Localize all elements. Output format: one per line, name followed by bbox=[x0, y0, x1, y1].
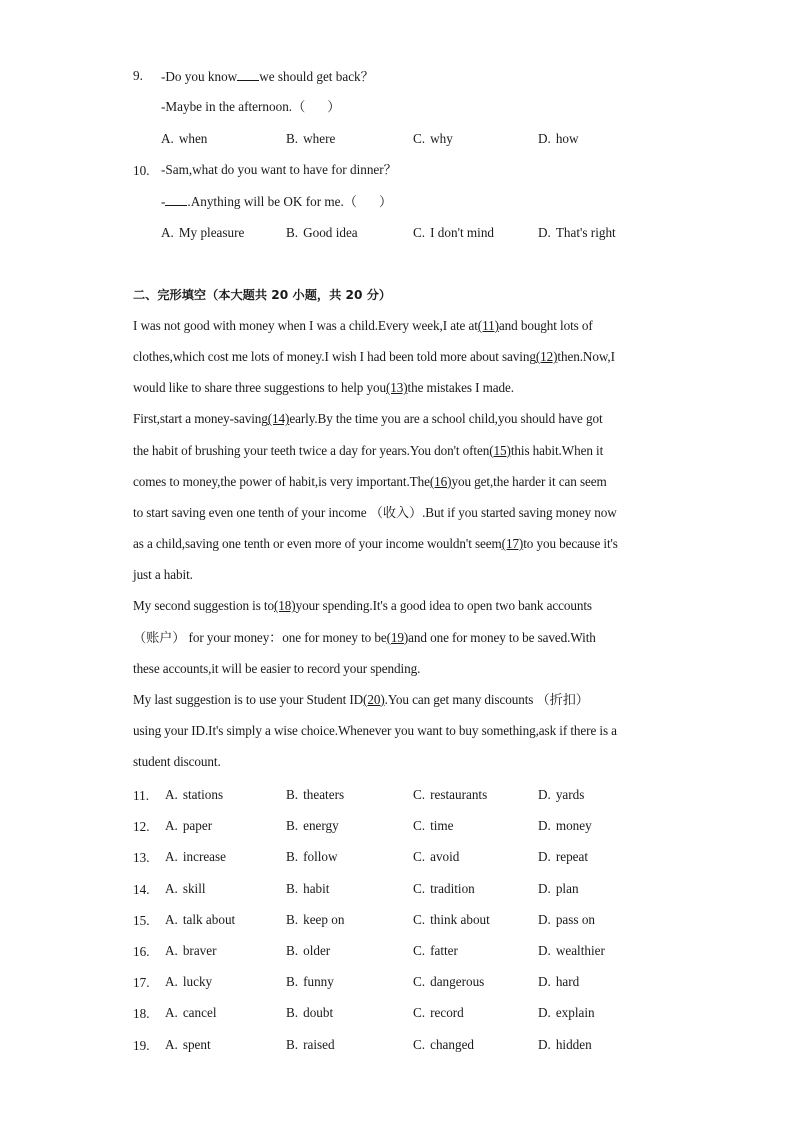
option-c[interactable] bbox=[413, 881, 475, 897]
option-letter: B. bbox=[286, 1036, 299, 1052]
question-number: 17. bbox=[133, 975, 150, 991]
answer-blank bbox=[165, 193, 187, 206]
option-letter: D. bbox=[538, 1036, 551, 1052]
option-letter: D. bbox=[538, 818, 551, 834]
blank-marker[interactable]: (12) bbox=[535, 349, 558, 365]
option-letter: A. bbox=[165, 818, 178, 834]
option-text: restaurants bbox=[430, 787, 488, 802]
option-a[interactable] bbox=[165, 818, 212, 834]
question-number: 12. bbox=[133, 819, 150, 835]
question-number: 9. bbox=[133, 68, 143, 83]
option-letter: A. bbox=[165, 974, 178, 990]
option-text: changed bbox=[430, 1036, 475, 1052]
option-letter: A. bbox=[165, 849, 178, 865]
option-text: tradition bbox=[430, 880, 475, 896]
option-b[interactable] bbox=[286, 849, 338, 865]
option-c[interactable] bbox=[413, 818, 454, 834]
passage-text: I was not good with money when I was a child.Every week,I ate at bbox=[133, 318, 478, 333]
option-letter: B. bbox=[286, 818, 299, 834]
blank-marker[interactable]: (15) bbox=[489, 442, 511, 458]
blank-marker[interactable]: (17) bbox=[501, 536, 524, 552]
option-text: avoid bbox=[430, 849, 460, 865]
option-a[interactable] bbox=[165, 943, 217, 959]
passage-text: your spending.It's a good idea to open two bank accounts bbox=[295, 598, 592, 614]
passage-text: then.Now,I bbox=[557, 349, 615, 365]
option-letter: D. bbox=[538, 911, 551, 927]
option-text: record bbox=[430, 1005, 464, 1021]
option-b[interactable] bbox=[286, 974, 334, 990]
question-number: 19. bbox=[133, 1037, 150, 1053]
option-text: repeat bbox=[555, 849, 589, 865]
option-text: wealthier bbox=[555, 943, 605, 958]
answer-blank bbox=[237, 68, 259, 81]
passage-text: First,start a money-saving bbox=[133, 411, 268, 427]
option-letter: A. bbox=[165, 911, 178, 927]
blank-marker[interactable]: (20) bbox=[363, 691, 385, 707]
option-letter: D. bbox=[538, 974, 551, 990]
passage-text: you get,the harder it can seem bbox=[451, 473, 607, 489]
option-b[interactable]: B. where bbox=[286, 131, 336, 146]
question-number: 11. bbox=[133, 788, 149, 803]
option-d[interactable]: D. how bbox=[538, 131, 579, 146]
question-number: 15. bbox=[133, 912, 150, 928]
option-b[interactable] bbox=[286, 1005, 333, 1021]
option-a[interactable] bbox=[165, 974, 212, 990]
option-letter: C. bbox=[413, 943, 426, 958]
passage-text: these accounts,it will be easier to record your spending. bbox=[133, 660, 421, 676]
option-text: habit bbox=[303, 880, 330, 896]
blank-marker[interactable]: (16) bbox=[429, 473, 452, 489]
option-letter: C. bbox=[413, 911, 426, 927]
passage-text: to start saving even one tenth of your income （收入）.But if you started saving money now bbox=[133, 504, 617, 520]
option-text: paper bbox=[182, 818, 213, 834]
option-text: energy bbox=[303, 818, 339, 834]
option-d[interactable] bbox=[538, 881, 579, 897]
option-text: think about bbox=[430, 911, 490, 927]
option-c[interactable]: C. I don't mind bbox=[413, 225, 495, 240]
option-c[interactable] bbox=[413, 912, 490, 928]
question-number: 16. bbox=[133, 944, 150, 959]
option-text: dangerous bbox=[430, 974, 485, 990]
option-b[interactable] bbox=[286, 818, 339, 834]
option-text: stations bbox=[182, 787, 224, 802]
option-letter: B. bbox=[286, 974, 299, 990]
option-text: fatter bbox=[430, 943, 458, 958]
option-text: skill bbox=[182, 880, 206, 896]
passage-line bbox=[133, 536, 618, 552]
passage-text: clothes,which cost me lots of money.I wish I had been told more about saving bbox=[133, 349, 536, 365]
passage-line bbox=[133, 474, 607, 490]
option-b[interactable] bbox=[286, 787, 344, 803]
option-letter: B. bbox=[286, 849, 299, 865]
option-letter: B. bbox=[286, 1005, 299, 1021]
option-text: keep on bbox=[303, 911, 345, 927]
option-d[interactable] bbox=[538, 1037, 592, 1053]
passage-line bbox=[133, 349, 615, 365]
option-letter: A. bbox=[165, 1036, 178, 1052]
option-letter: A. bbox=[165, 880, 178, 896]
passage-line bbox=[133, 754, 221, 770]
option-b[interactable]: B. Good idea bbox=[286, 225, 358, 240]
option-letter: C. bbox=[413, 818, 426, 834]
option-a[interactable] bbox=[165, 1005, 217, 1021]
passage-text: the mistakes I made. bbox=[407, 380, 514, 396]
option-c[interactable]: C. why bbox=[413, 131, 453, 146]
option-text: braver bbox=[182, 943, 217, 958]
passage-line bbox=[133, 598, 592, 614]
question-number: 18. bbox=[133, 1006, 150, 1022]
passage-text: just a habit. bbox=[133, 567, 193, 583]
blank-marker[interactable]: (11) bbox=[477, 318, 499, 333]
option-letter: B. bbox=[286, 943, 299, 958]
option-c[interactable] bbox=[413, 974, 484, 990]
option-text: hidden bbox=[555, 1036, 592, 1052]
option-text: doubt bbox=[303, 1005, 334, 1021]
blank-marker[interactable]: (18) bbox=[274, 598, 296, 614]
passage-text: （账户） for your money：one for money to be bbox=[133, 629, 387, 645]
passage-text: this habit.When it bbox=[510, 442, 604, 458]
option-letter: D. bbox=[538, 849, 551, 865]
passage-line bbox=[133, 380, 514, 396]
question-number: 10. bbox=[133, 163, 150, 178]
blank-marker[interactable]: (13) bbox=[385, 380, 408, 396]
option-c[interactable] bbox=[413, 849, 459, 865]
option-d[interactable] bbox=[538, 787, 584, 803]
option-text: plan bbox=[555, 880, 579, 896]
option-letter: D. bbox=[538, 943, 551, 958]
option-letter: A. bbox=[165, 1005, 178, 1021]
option-text: older bbox=[303, 943, 331, 958]
passage-line bbox=[133, 723, 617, 739]
question-response: - .Anything will be OK for me.（ ） bbox=[161, 194, 393, 209]
passage-line bbox=[133, 567, 193, 583]
passage-line bbox=[133, 318, 593, 334]
passage-line bbox=[133, 630, 596, 646]
option-letter: D. bbox=[538, 787, 551, 802]
option-d[interactable] bbox=[538, 849, 588, 865]
option-a[interactable]: A. My pleasure bbox=[161, 225, 245, 240]
option-letter: C. bbox=[413, 787, 426, 802]
option-a[interactable] bbox=[165, 912, 235, 928]
passage-text: and bought lots of bbox=[498, 318, 593, 333]
passage-text: would like to share three suggestions to help you bbox=[133, 380, 386, 396]
passage-line bbox=[133, 661, 420, 677]
option-letter: C. bbox=[413, 1036, 426, 1052]
passage-text: early.By the time you are a school child,you should have got bbox=[289, 411, 603, 427]
passage-line bbox=[133, 505, 617, 521]
blank-marker[interactable]: (19) bbox=[386, 629, 409, 645]
option-text: time bbox=[430, 818, 454, 834]
option-d[interactable] bbox=[538, 974, 579, 990]
option-c[interactable] bbox=[413, 1005, 464, 1021]
option-text: spent bbox=[182, 1036, 211, 1052]
option-letter: A. bbox=[165, 787, 178, 802]
passage-text: student discount. bbox=[133, 754, 221, 770]
option-text: yards bbox=[555, 787, 585, 802]
passage-text: My last suggestion is to use your Student ID bbox=[133, 691, 364, 707]
passage-line bbox=[133, 692, 589, 708]
passage-line bbox=[133, 411, 603, 427]
option-b[interactable] bbox=[286, 912, 344, 928]
passage-line bbox=[133, 443, 603, 459]
passage-text: My second suggestion is to bbox=[133, 598, 274, 614]
option-text: increase bbox=[182, 849, 227, 865]
option-text: explain bbox=[555, 1005, 595, 1021]
passage-text: and one for money to be saved.With bbox=[408, 629, 596, 645]
option-a[interactable] bbox=[165, 849, 226, 865]
option-c[interactable] bbox=[413, 943, 458, 959]
option-letter: D. bbox=[538, 1005, 551, 1021]
option-text: money bbox=[555, 818, 592, 834]
option-b[interactable] bbox=[286, 943, 330, 959]
option-letter: C. bbox=[413, 849, 426, 865]
option-text: raised bbox=[303, 1036, 335, 1052]
option-d[interactable] bbox=[538, 912, 595, 928]
option-letter: B. bbox=[286, 880, 299, 896]
option-text: talk about bbox=[182, 911, 236, 927]
question-number: 14. bbox=[133, 881, 150, 897]
question-stem: -Do you know we should get back？ bbox=[161, 69, 374, 84]
blank-marker[interactable]: (14) bbox=[267, 411, 290, 427]
option-d[interactable] bbox=[538, 1005, 595, 1021]
option-b[interactable] bbox=[286, 881, 329, 897]
option-text: cancel bbox=[182, 1005, 217, 1021]
section-heading: 二、完形填空（本大题共 20 小题，共 20 分） bbox=[133, 288, 392, 302]
option-text: pass on bbox=[555, 911, 596, 927]
option-c[interactable] bbox=[413, 1037, 474, 1053]
option-letter: B. bbox=[286, 911, 299, 927]
passage-text: as a child,saving one tenth or even more of your income wouldn't seem bbox=[133, 536, 502, 552]
passage-text: using your ID.It's simply a wise choice.Whenever you want to buy something,ask if there is a bbox=[133, 722, 617, 738]
option-text: theaters bbox=[303, 787, 345, 802]
question-stem: -Sam,what do you want to have for dinner？ bbox=[161, 162, 397, 177]
option-letter: B. bbox=[286, 787, 299, 802]
passage-text: to you because it's bbox=[523, 536, 618, 552]
option-d[interactable]: D. That's right bbox=[538, 225, 616, 240]
option-text: lucky bbox=[182, 974, 213, 990]
question-number: 13. bbox=[133, 850, 150, 866]
option-b[interactable] bbox=[286, 1037, 335, 1053]
option-text: hard bbox=[555, 974, 580, 990]
option-a[interactable] bbox=[165, 881, 206, 897]
option-a[interactable]: A. when bbox=[161, 131, 208, 146]
option-a[interactable] bbox=[165, 787, 223, 803]
option-text: follow bbox=[303, 849, 338, 865]
option-d[interactable] bbox=[538, 943, 605, 959]
option-letter: A. bbox=[165, 943, 178, 958]
passage-text: the habit of brushing your teeth twice a day for years.You don't often bbox=[133, 442, 490, 458]
passage-text: comes to money,the power of habit,is very important.The bbox=[133, 473, 430, 489]
option-letter: C. bbox=[413, 1005, 426, 1021]
passage-text: .You can get many discounts （折扣） bbox=[384, 691, 589, 707]
option-a[interactable] bbox=[165, 1037, 211, 1053]
option-d[interactable] bbox=[538, 818, 592, 834]
option-c[interactable] bbox=[413, 787, 487, 803]
option-letter: C. bbox=[413, 880, 426, 896]
option-text: funny bbox=[303, 974, 334, 990]
option-letter: D. bbox=[538, 880, 551, 896]
question-response: -Maybe in the afternoon.（ ） bbox=[161, 99, 341, 114]
option-letter: C. bbox=[413, 974, 426, 990]
